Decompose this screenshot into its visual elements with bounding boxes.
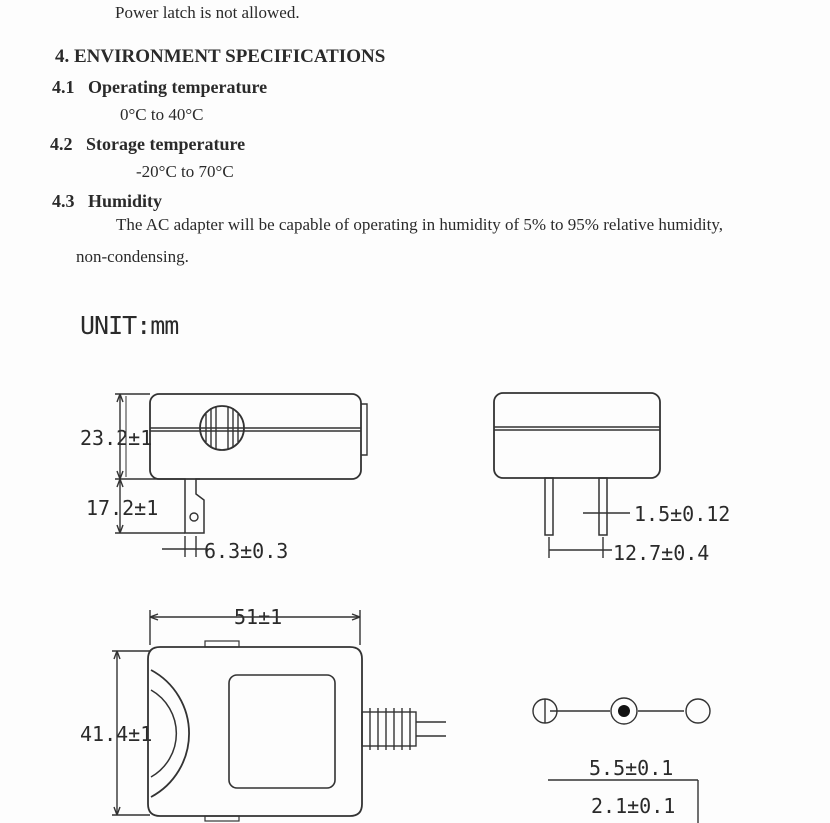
intro-line: Power latch is not allowed. — [115, 3, 300, 22]
dim-inner-diameter: 2.1±0.1 — [591, 794, 676, 818]
section-heading: 4. ENVIRONMENT SPECIFICATIONS — [55, 46, 386, 67]
subsection-4-1-number: 4.1 — [52, 77, 75, 97]
polarity-symbol — [533, 698, 710, 724]
unit-label: UNIT:mm — [80, 311, 179, 340]
connector-dims — [548, 780, 698, 823]
humidity-text-line2: non-condensing. — [76, 247, 189, 266]
top-view — [112, 610, 446, 821]
subsection-4-1-title: Operating temperature — [88, 77, 268, 97]
minus-icon — [686, 699, 710, 723]
side-view — [115, 394, 367, 557]
dim-outer-diameter: 5.5±0.1 — [589, 756, 674, 780]
cable-strain-relief — [362, 708, 446, 750]
center-pin-icon — [618, 705, 630, 717]
subsection-4-2-number: 4.2 — [50, 134, 73, 154]
subsection-4-3-number: 4.3 — [52, 191, 75, 211]
subsection-4-2-title: Storage temperature — [86, 134, 246, 154]
dim-depth: 41.4±1 — [80, 722, 153, 746]
operating-temperature-value: 0°C to 40°C — [120, 105, 204, 124]
dim-body-height: 23.2±1 — [80, 426, 153, 450]
dim-pin-offset: 6.3±0.3 — [204, 539, 289, 563]
plug-pin-side — [182, 479, 204, 533]
dim-pin-spacing: 12.7±0.4 — [613, 541, 710, 565]
storage-temperature-value: -20°C to 70°C — [136, 162, 234, 181]
humidity-text-line1: The AC adapter will be capable of operating in humidity of 5% to 95% relative humidity, — [116, 215, 723, 234]
dim-width: 51±1 — [234, 605, 283, 629]
dim-pin-thickness: 1.5±0.12 — [634, 502, 731, 526]
dim-pin-length: 17.2±1 — [86, 496, 159, 520]
subsection-4-3-title: Humidity — [88, 191, 163, 211]
front-view — [494, 393, 660, 558]
